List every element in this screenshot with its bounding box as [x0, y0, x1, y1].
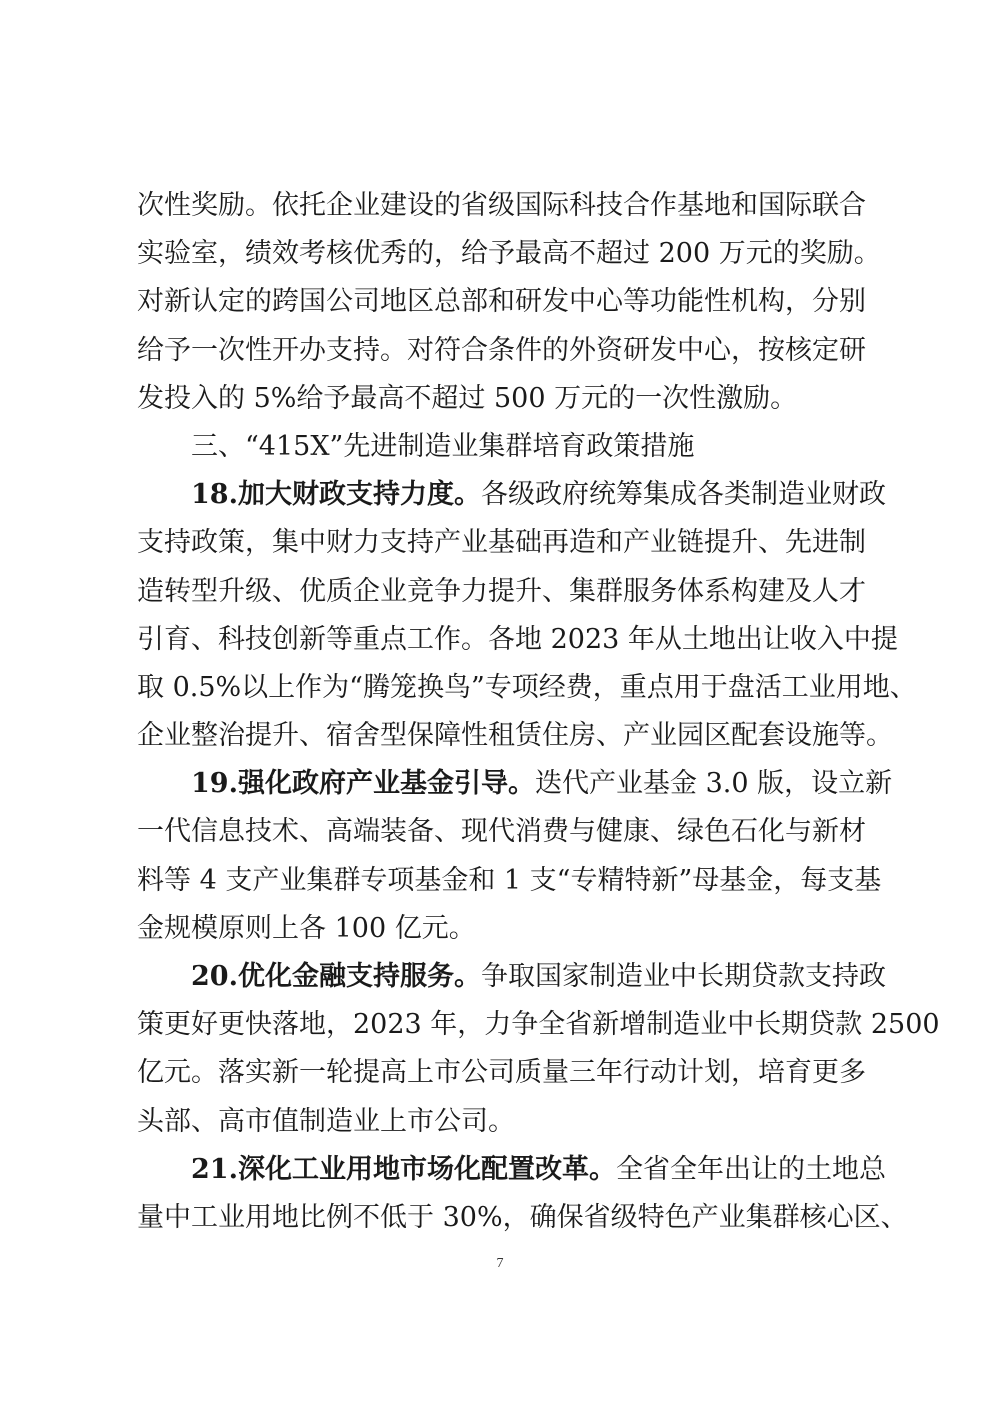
text-line: 支持政策，集中财力支持产业基础再造和产业链提升、先进制 [137, 527, 866, 559]
item-text: 全省全年出让的土地总 [615, 1153, 886, 1185]
text-line: 发投入的 5%给予最高不超过 500 万元的一次性激励。 [137, 382, 798, 414]
policy-item-18 [137, 471, 917, 760]
policy-item-19 [137, 760, 893, 953]
text-line: 金规模原则上各 100 亿元。 [137, 912, 476, 944]
text-line: 引育、科技创新等重点工作。各地 2023 年从土地出让收入中提 [137, 623, 898, 655]
text-line: 对新认定的跨国公司地区总部和研发中心等功能性机构，分别 [137, 286, 866, 318]
text-line: 量中工业用地比例不低于 30%，确保省级特色产业集群核心区、 [137, 1201, 908, 1233]
text-line [137, 471, 886, 519]
text-line [137, 953, 886, 1001]
item-text: 争取国家制造业中长期贷款支持政 [480, 961, 886, 992]
text-line: 企业整治提升、宿舍型保障性租赁住房、产业园区配套设施等。 [137, 720, 893, 752]
text-line: 造转型升级、优质企业竞争力提升、集群服务体系构建及人才 [137, 575, 866, 607]
item-title: 20.优化金融支持服务。 [191, 961, 481, 992]
item-title: 19.强化政府产业基金引导。 [191, 768, 535, 800]
text-line: 给予一次性开办支持。对符合条件的外资研发中心，按核定研 [137, 334, 866, 366]
page-number: 7 [496, 1256, 504, 1271]
text-line [137, 1146, 886, 1194]
text-line: 实验室，绩效考核优秀的，给予最高不超过 200 万元的奖励。 [137, 238, 881, 270]
section-heading: 三、“415X”先进制造业集群培育政策措施 [191, 430, 695, 462]
item-title: 18.加大财政支持力度。 [191, 479, 481, 511]
text-line: 头部、高市值制造业上市公司。 [137, 1105, 515, 1137]
policy-item-21 [137, 1146, 908, 1242]
policy-item-20 [137, 953, 940, 1146]
item-text: 迭代产业基金 3.0 版，设立新 [534, 768, 893, 800]
item-text: 各级政府统筹集成各类制造业财政 [480, 479, 886, 511]
text-line: 次性奖励。依托企业建设的省级国际科技合作基地和国际联合 [137, 190, 866, 221]
text-line: 取 0.5%以上作为“腾笼换鸟”专项经费，重点用于盘活工业用地、 [137, 671, 917, 703]
text-line [137, 760, 893, 808]
text-line: 一代信息技术、高端装备、现代消费与健康、绿色石化与新材 [137, 816, 866, 848]
text-line: 亿元。落实新一轮提高上市公司质量三年行动计划，培育更多 [137, 1057, 866, 1089]
paragraph-continuation [137, 182, 881, 423]
text-line: 料等 4 支产业集群专项基金和 1 支“专精特新”母基金，每支基 [137, 864, 882, 896]
body-text [137, 182, 940, 1242]
text-line: 策更好更快落地，2023 年，力争全省新增制造业中长期贷款 2500 [137, 1009, 940, 1041]
item-title: 21.深化工业用地市场化配置改革。 [191, 1153, 616, 1185]
